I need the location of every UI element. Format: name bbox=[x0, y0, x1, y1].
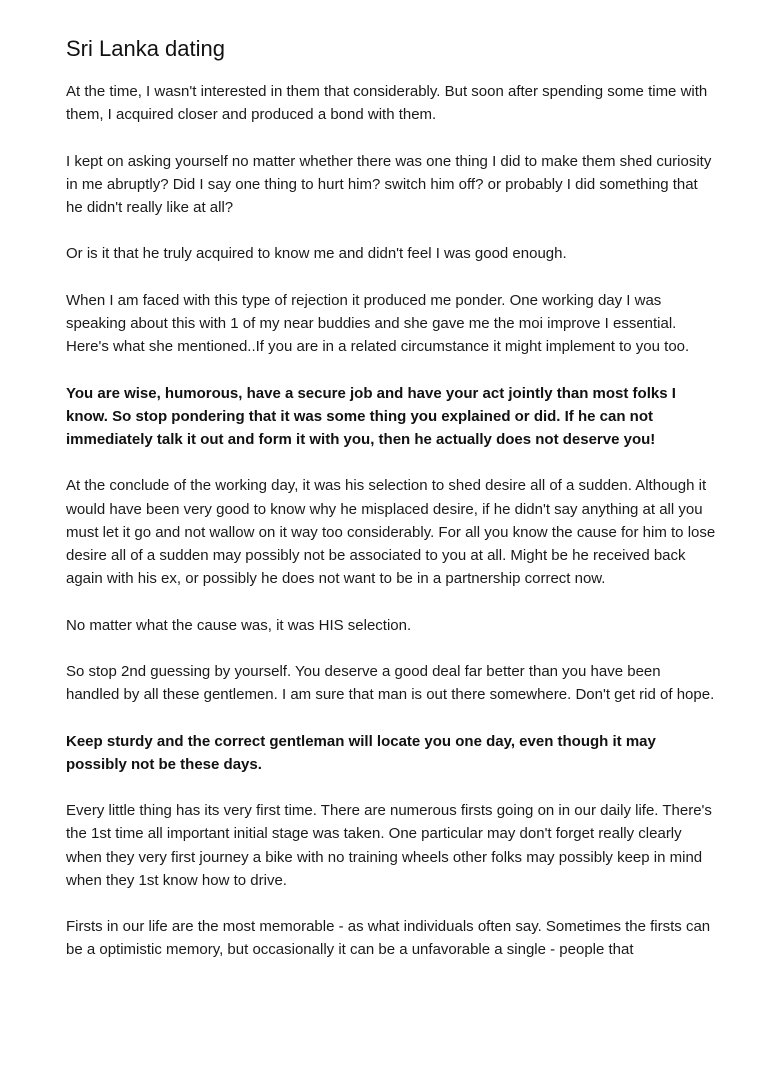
paragraph-4: When I am faced with this type of rejection it produced me ponder. One working day I was speaking about this with 1 of my near buddies and she gave me the moi improve I essential. Here's what she mentioned..If you are in a related circumstance it might implement to you too. bbox=[66, 291, 690, 356]
paragraph-2: I kept on asking yourself no matter whether there was one thing I did to make them shed curiosity in me abruptly? Did I say one thing to hurt him? switch him off? or probably I did something that he didn't really like at all? bbox=[66, 152, 712, 216]
paragraph-10: Every little thing has its very first time. There are numerous firsts going on in our daily life. There's the 1st time all important initial stage was taken. One particular may don't forget really clearly when they very first journey a bike with no training wheels other folks may possibly keep in mind when they 1st know how to drive. bbox=[66, 802, 712, 889]
paragraph-5-emphasis: You are wise, humorous, have a secure job and have your act jointly than most folks I know. So stop pondering that it was some thing you explained or did. If he can not immediately talk it out and form it with you, then he actually does not deserve you! bbox=[66, 384, 676, 448]
paragraph-7: No matter what the cause was, it was HIS selection. bbox=[66, 616, 412, 634]
paragraph-8: So stop 2nd guessing by yourself. You deserve a good deal far better than you have been handled by all these gentlemen. I am sure that man is out there somewhere. Don't get rid of hope. bbox=[66, 662, 715, 704]
paragraph-3: Or is it that he truly acquired to know me and didn't feel I was good enough. bbox=[66, 245, 567, 263]
page-title: Sri Lanka dating bbox=[66, 36, 225, 61]
paragraph-1: At the time, I wasn't interested in them that considerably. But soon after spending some time with them, I acquired closer and produced a bond with them. bbox=[66, 83, 708, 124]
document-page bbox=[66, 32, 716, 985]
paragraph-11: Firsts in our life are the most memorable - as what individuals often say. Sometimes the firsts can be a optimistic memory, but occasionally it can be a unfavorable a single - people that bbox=[66, 918, 711, 959]
paragraph-9-emphasis: Keep sturdy and the correct gentleman will locate you one day, even though it may possibly not be these days. bbox=[66, 732, 656, 773]
paragraph-6: At the conclude of the working day, it was his selection to shed desire all of a sudden. Although it would have been very good to know why he misplaced desire, if he didn't say anything at all you must let it go and not wallow on it way too considerably. For all you know the cause for him to lose desire all of a sudden may possibly not be associated to you at all. Might be he received back again with his ex, or possibly he does not want to be in a partnership correct now. bbox=[66, 477, 716, 588]
